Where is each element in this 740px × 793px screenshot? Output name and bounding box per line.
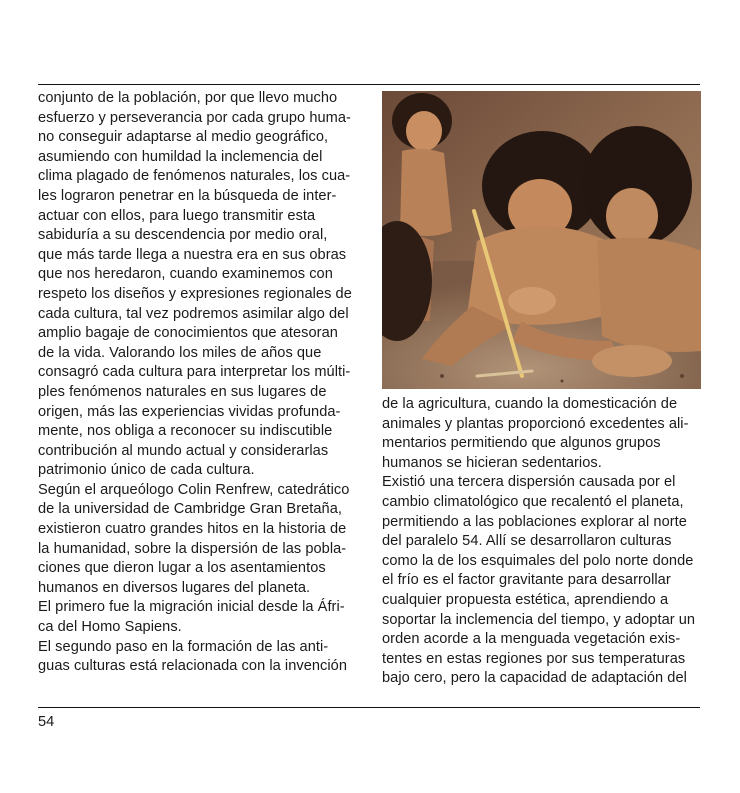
text-line: mente, nos obliga a reconocer su indiscutible (38, 423, 333, 440)
text-line: Según el arqueólogo Colin Renfrew, catedrático (38, 481, 350, 498)
text-line: tentes en estas regiones por sus temperaturas (382, 650, 686, 667)
text-line: les lograron penetrar en la búsqueda de inter- (38, 187, 337, 204)
text-line: existieron cuatro grandes hitos en la historia de (38, 521, 347, 538)
text-line: patrimonio único de cada cultura. (38, 462, 255, 479)
text-line: la humanidad, sobre la dispersión de las pobla- (38, 540, 347, 557)
text-line: guas culturas está relacionada con la invención (38, 658, 348, 675)
text-line: como la de los esquimales del polo norte donde (382, 552, 694, 569)
text-line: de la agricultura, cuando la domesticación de (382, 396, 678, 412)
text-line: conjunto de la población, por que llevo mucho (38, 90, 338, 106)
text-line: cada cultura, tal vez podremos asimilar algo del (38, 305, 349, 322)
text-line: humanos se hicieran sedentarios. (382, 454, 602, 471)
top-rule (38, 84, 700, 85)
text-line: soportar la inclemencia del tiempo, y adoptar un (382, 611, 696, 628)
text-line: clima plagado de fenómenos naturales, los cua- (38, 168, 351, 185)
text-line: consagró cada cultura para interpretar los múlti- (38, 364, 351, 381)
text-line: del paralelo 54. Allí se desarrollaron culturas (382, 533, 672, 550)
photo-illustration (382, 91, 701, 389)
text-line: que más tarde llega a nuestra era en sus obras (38, 246, 347, 263)
text-line: que nos heredaron, cuando examinemos con (38, 266, 333, 283)
text-line: de la vida. Valorando los miles de años que (38, 344, 322, 361)
text-line: El segundo paso en la formación de las anti- (38, 638, 329, 655)
right-text-column (382, 395, 702, 689)
text-line: animales y plantas proporcionó excedentes ali- (382, 415, 689, 432)
text-line: Existió una tercera dispersión causada por el (382, 474, 676, 491)
text-line: respeto los diseños y expresiones regionales de (38, 285, 352, 302)
text-line: esfuerzo y perseverancia por cada grupo huma- (38, 109, 351, 126)
text-line: El primero fue la migración inicial desde la Áfri- (38, 599, 345, 616)
text-line: permitiendo a las poblaciones explorar al norte (382, 513, 687, 530)
text-line: amplio bagaje de conocimientos que atesoran (38, 325, 338, 342)
text-line: humanos en diversos lugares del planeta. (38, 579, 311, 596)
text-line: ca del Homo Sapiens. (38, 619, 182, 636)
text-line: bajo cero, pero la capacidad de adaptación del (382, 670, 687, 687)
text-line: el frío es el factor gravitante para desarrollar (382, 572, 671, 589)
text-line: contribución al mundo actual y considerarlas (38, 442, 329, 459)
text-line: origen, más las experiencias vividas profunda- (38, 403, 341, 420)
text-line: ples fenómenos naturales en sus lugares de (38, 383, 327, 400)
text-line: no conseguir adaptarse al medio geográfico, (38, 129, 329, 146)
text-line: ciones que dieron lugar a los asentamientos (38, 560, 326, 577)
text-line: actuar con ellos, para luego transmitir esta (38, 207, 316, 224)
text-line: de la universidad de Cambridge Gran Bretaña, (38, 501, 342, 518)
text-line: cualquier propuesta estética, aprendiendo a (382, 591, 669, 608)
text-line: sabiduría a su descendencia por medio oral, (38, 227, 328, 244)
text-line: mentarios permitiendo que algunos grupos (382, 435, 661, 452)
text-line: cambio climatológico que recalentó el planeta, (382, 493, 684, 510)
left-text-column (38, 89, 358, 677)
photo-prehistoric-scene (382, 91, 701, 389)
bottom-rule (38, 707, 700, 708)
text-line: asumiendo con humildad la inclemencia del (38, 148, 323, 165)
page-number: 54 (38, 714, 55, 730)
text-line: orden acorde a la menguada vegetación exis- (382, 631, 681, 648)
